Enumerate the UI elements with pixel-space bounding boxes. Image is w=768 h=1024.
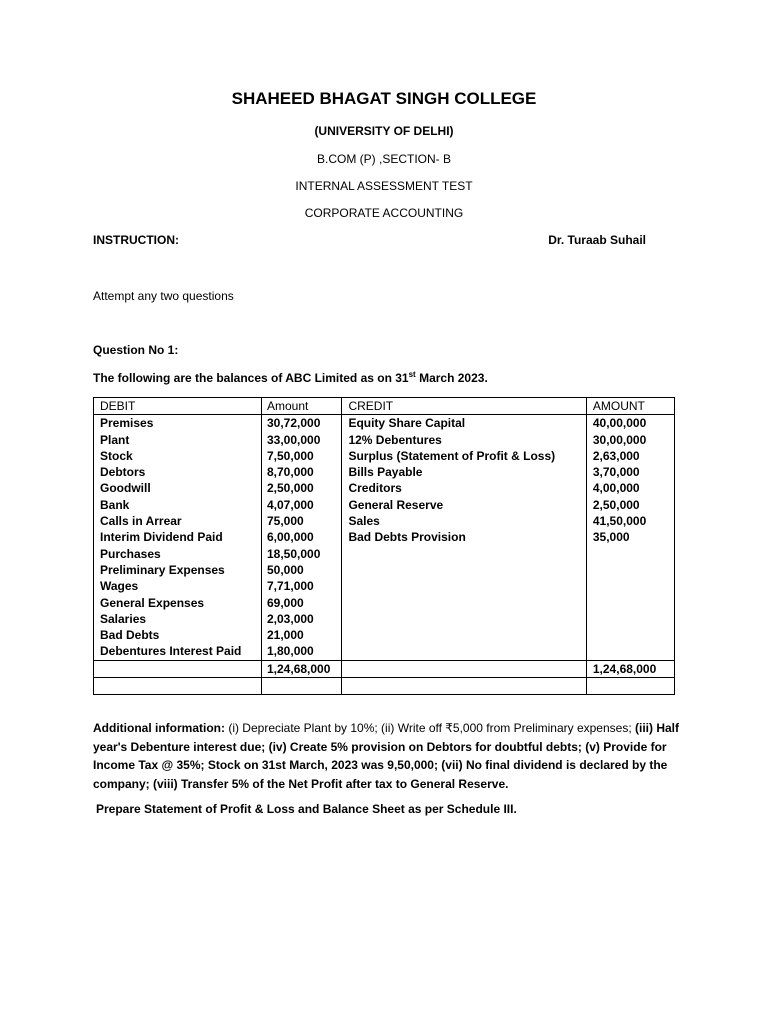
additional-label: Additional information: [93, 721, 225, 735]
question-text-end: March 2023. [415, 371, 488, 385]
debit-amount: 69,000 [262, 595, 342, 611]
debit-amount: 75,000 [262, 513, 342, 529]
credit-item [342, 643, 586, 660]
table-row [94, 480, 675, 496]
credit-amount: 40,00,000 [586, 415, 674, 432]
attempt-instruction: Attempt any two questions [93, 289, 234, 303]
credit-item: 12% Debentures [342, 432, 586, 448]
credit-item: Creditors [342, 480, 586, 496]
credit-item: Bad Debts Provision [342, 529, 586, 545]
debit-amount: 33,00,000 [262, 432, 342, 448]
credit-amount [586, 611, 674, 627]
debit-amount: 2,50,000 [262, 480, 342, 496]
task-instruction: Prepare Statement of Profit & Loss and Balance Sheet as per Schedule III. [96, 802, 517, 816]
empty-cell [262, 678, 342, 695]
table-row [94, 432, 675, 448]
debit-item: Purchases [94, 546, 262, 562]
credit-amount [586, 643, 674, 660]
debit-amount: 8,70,000 [262, 464, 342, 480]
college-name: SHAHEED BHAGAT SINGH COLLEGE [231, 89, 537, 108]
credit-amount [586, 546, 674, 562]
additional-rest: (iii) Half year's Debenture interest due; (iv) Create 5% provision on Debtors for doubtful debts; (v) Provide for Income Tax @ 35%; Stock on 31st March, 2023 was 9,50,000; (vii) No final dividend is declared by the company; (viii) Transfer 5% of the Net Profit after tax to General Reserve. [93, 721, 680, 791]
additional-first: (i) Depreciate Plant by 10%; (ii) Write off ₹5,000 from Preliminary expenses; [224, 721, 632, 735]
empty-cell [94, 678, 262, 695]
credit-item [342, 627, 586, 643]
credit-amount: 41,50,000 [586, 513, 674, 529]
header-credit: CREDIT [342, 398, 586, 415]
question-text [93, 370, 488, 385]
credit-item [342, 578, 586, 594]
debit-amount: 30,72,000 [262, 415, 342, 432]
debit-item: Bad Debts [94, 627, 262, 643]
debit-item: Interim Dividend Paid [94, 529, 262, 545]
university-name: (UNIVERSITY OF DELHI) [314, 124, 454, 138]
debit-item: Stock [94, 448, 262, 464]
additional-information [93, 719, 683, 793]
credit-item [342, 611, 586, 627]
credit-amount [586, 627, 674, 643]
table-row [94, 415, 675, 432]
debit-item: Preliminary Expenses [94, 562, 262, 578]
test-title: INTERNAL ASSESSMENT TEST [295, 179, 473, 193]
instruction-label: INSTRUCTION: [93, 233, 179, 247]
table-row [94, 595, 675, 611]
balances-table [93, 397, 675, 695]
credit-item: General Reserve [342, 497, 586, 513]
table-row [94, 578, 675, 594]
table-row [94, 611, 675, 627]
debit-item: Calls in Arrear [94, 513, 262, 529]
debit-item: Goodwill [94, 480, 262, 496]
table-header-row [94, 398, 675, 415]
credit-amount: 3,70,000 [586, 464, 674, 480]
table-row [94, 643, 675, 660]
subject-title: CORPORATE ACCOUNTING [304, 206, 464, 220]
total-blank [342, 660, 586, 677]
debit-amount: 7,71,000 [262, 578, 342, 594]
credit-item: Sales [342, 513, 586, 529]
debit-item: Debtors [94, 464, 262, 480]
table-row [94, 464, 675, 480]
credit-amount [586, 595, 674, 611]
table-total-row [94, 660, 675, 677]
credit-amount: 35,000 [586, 529, 674, 545]
header-debit: DEBIT [94, 398, 262, 415]
table-row [94, 497, 675, 513]
credit-item [342, 546, 586, 562]
debit-amount: 2,03,000 [262, 611, 342, 627]
debit-amount: 1,80,000 [262, 643, 342, 660]
table-row [94, 627, 675, 643]
credit-amount: 4,00,000 [586, 480, 674, 496]
credit-item [342, 595, 586, 611]
course-line: B.COM (P) ,SECTION- B [316, 152, 451, 166]
question-text-main: The following are the balances of ABC Limited as on 31 [93, 371, 409, 385]
debit-item: Bank [94, 497, 262, 513]
question-text-sup: st [408, 370, 416, 379]
credit-amount: 2,63,000 [586, 448, 674, 464]
debit-item: Wages [94, 578, 262, 594]
empty-cell [586, 678, 674, 695]
credit-amount: 30,00,000 [586, 432, 674, 448]
table-row [94, 448, 675, 464]
instruction-row [93, 233, 646, 247]
header-amount-credit: AMOUNT [586, 398, 674, 415]
header-amount: Amount [262, 398, 342, 415]
credit-item [342, 562, 586, 578]
debit-amount: 50,000 [262, 562, 342, 578]
credit-item: Bills Payable [342, 464, 586, 480]
credit-item: Equity Share Capital [342, 415, 586, 432]
total-blank [94, 660, 262, 677]
table-row [94, 562, 675, 578]
debit-item: Debentures Interest Paid [94, 643, 262, 660]
debit-amount: 6,00,000 [262, 529, 342, 545]
question-label: Question No 1: [93, 343, 179, 357]
debit-amount: 21,000 [262, 627, 342, 643]
table-row [94, 513, 675, 529]
debit-amount: 7,50,000 [262, 448, 342, 464]
debit-amount: 18,50,000 [262, 546, 342, 562]
debit-item: Salaries [94, 611, 262, 627]
table-row [94, 546, 675, 562]
debit-amount: 4,07,000 [262, 497, 342, 513]
debit-item: Premises [94, 415, 262, 432]
teacher-name: Dr. Turaab Suhail [548, 233, 646, 247]
credit-amount: 2,50,000 [586, 497, 674, 513]
total-credit: 1,24,68,000 [586, 660, 674, 677]
credit-item: Surplus (Statement of Profit & Loss) [342, 448, 586, 464]
credit-amount [586, 578, 674, 594]
credit-amount [586, 562, 674, 578]
debit-item: Plant [94, 432, 262, 448]
empty-cell [342, 678, 586, 695]
debit-item: General Expenses [94, 595, 262, 611]
total-debit: 1,24,68,000 [262, 660, 342, 677]
table-row [94, 529, 675, 545]
table-empty-row [94, 678, 675, 695]
